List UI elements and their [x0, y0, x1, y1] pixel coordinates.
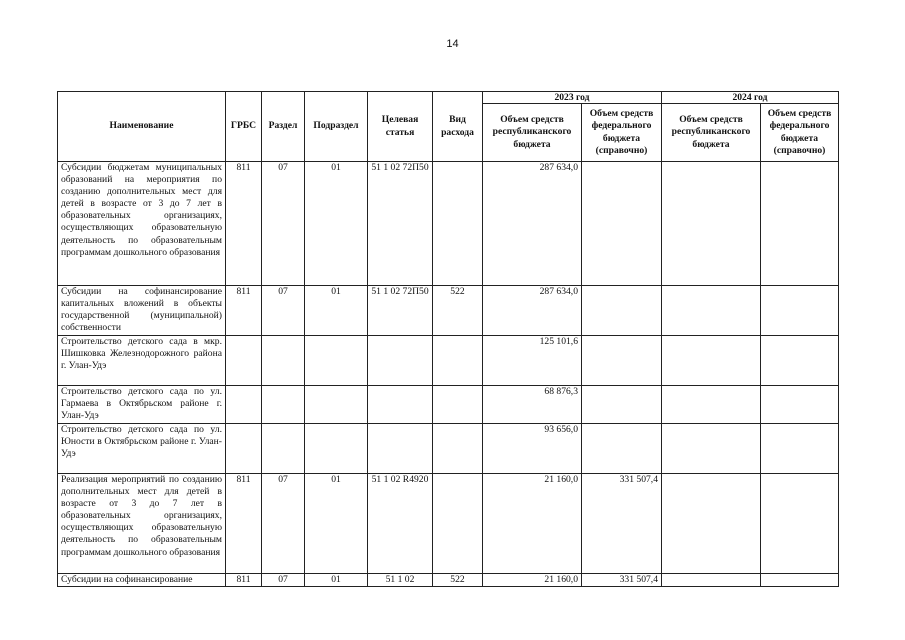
- header-subsection: Подраздел: [305, 92, 368, 162]
- row-expense-type: [433, 474, 483, 574]
- row-target: 51 1 02 72П50: [368, 162, 433, 286]
- row-grbs: 811: [226, 574, 262, 587]
- row-grbs: [226, 336, 262, 386]
- row-rep-2023: 93 656,0: [483, 424, 582, 474]
- row-name: Строительство детского сада в мкр. Шишковка Железнодорожного района г. Улан-Удэ: [58, 336, 226, 386]
- row-fed-2024: [761, 286, 839, 336]
- row-name: Реализация мероприятий по созданию дополнительных мест для детей в возрасте от 3 до 7 лет в образовательных организациях, осуществляющих образовательную деятельность по образовательным программам дошкольного образования: [58, 474, 226, 574]
- header-grbs: ГРБС: [226, 92, 262, 162]
- row-fed-2024: [761, 424, 839, 474]
- row-rep-2024: [662, 286, 761, 336]
- header-rep-budget-2024: Объем средств республиканского бюджета: [662, 104, 761, 162]
- table-row: [58, 474, 839, 574]
- row-section: 07: [262, 286, 305, 336]
- table-row: [58, 424, 839, 474]
- row-expense-type: [433, 386, 483, 424]
- header-rep-budget-2023: Объем средств республиканского бюджета: [483, 104, 582, 162]
- row-expense-type: 522: [433, 574, 483, 587]
- row-target: 51 1 02 72П50: [368, 286, 433, 336]
- row-fed-2023: [582, 424, 662, 474]
- row-subsection: [305, 386, 368, 424]
- row-name: Субсидии бюджетам муниципальных образований на мероприятия по созданию дополнительных мест для детей в возрасте от 3 до 7 лет в образовательных организациях, осуществляющих образовательную деятельность по образовательным программам дошкольного образования: [58, 162, 226, 286]
- row-fed-2024: [761, 336, 839, 386]
- row-fed-2023: 331 507,4: [582, 474, 662, 574]
- row-grbs: 811: [226, 286, 262, 336]
- row-name: Строительство детского сада по ул. Юности в Октябрьском районе г. Улан-Удэ: [58, 424, 226, 474]
- row-fed-2023: [582, 286, 662, 336]
- row-subsection: [305, 336, 368, 386]
- row-expense-type: [433, 424, 483, 474]
- row-grbs: 811: [226, 474, 262, 574]
- row-expense-type: [433, 336, 483, 386]
- row-rep-2024: [662, 386, 761, 424]
- row-target: 51 1 02: [368, 574, 433, 587]
- header-expense-type: Вид расхода: [433, 92, 483, 162]
- row-rep-2023: 287 634,0: [483, 162, 582, 286]
- row-fed-2023: 331 507,4: [582, 574, 662, 587]
- table-header: [58, 92, 839, 162]
- row-fed-2024: [761, 474, 839, 574]
- row-rep-2024: [662, 424, 761, 474]
- header-year-2024: 2024 год: [662, 92, 839, 104]
- row-name: Строительство детского сада по ул. Гармаева в Октябрьском районе г. Улан-Удэ: [58, 386, 226, 424]
- row-rep-2023: 125 101,6: [483, 336, 582, 386]
- row-expense-type: 522: [433, 286, 483, 336]
- row-section: 07: [262, 162, 305, 286]
- row-rep-2024: [662, 162, 761, 286]
- row-target: [368, 386, 433, 424]
- row-rep-2023: 68 876,3: [483, 386, 582, 424]
- row-section: 07: [262, 574, 305, 587]
- row-subsection: [305, 424, 368, 474]
- table-row: [58, 336, 839, 386]
- header-section: Раздел: [262, 92, 305, 162]
- row-rep-2023: 287 634,0: [483, 286, 582, 336]
- page-number: 14: [446, 38, 459, 50]
- row-subsection: 01: [305, 574, 368, 587]
- header-name: Наименование: [58, 92, 226, 162]
- row-fed-2024: [761, 162, 839, 286]
- row-name: Субсидии на софинансирование капитальных вложений в объекты государственной (муниципальной) собственности: [58, 286, 226, 336]
- row-section: [262, 336, 305, 386]
- row-rep-2024: [662, 474, 761, 574]
- row-subsection: 01: [305, 162, 368, 286]
- row-fed-2024: [761, 386, 839, 424]
- row-name: Субсидии на софинансирование: [58, 574, 226, 587]
- header-target: Целевая статья: [368, 92, 433, 162]
- row-target: [368, 336, 433, 386]
- table-row: [58, 386, 839, 424]
- row-rep-2024: [662, 336, 761, 386]
- row-expense-type: [433, 162, 483, 286]
- header-fed-budget-2024: Объем средств федерального бюджета (справочно): [761, 104, 839, 162]
- header-fed-budget-2023: Объем средств федерального бюджета (справочно): [582, 104, 662, 162]
- row-rep-2024: [662, 574, 761, 587]
- row-subsection: 01: [305, 474, 368, 574]
- row-fed-2024: [761, 574, 839, 587]
- row-rep-2023: 21 160,0: [483, 474, 582, 574]
- table-row: [58, 162, 839, 286]
- row-grbs: 811: [226, 162, 262, 286]
- header-year-2023: 2023 год: [483, 92, 662, 104]
- row-fed-2023: [582, 336, 662, 386]
- row-grbs: [226, 386, 262, 424]
- row-target: [368, 424, 433, 474]
- row-section: [262, 424, 305, 474]
- row-subsection: 01: [305, 286, 368, 336]
- row-grbs: [226, 424, 262, 474]
- table-row: [58, 574, 839, 587]
- table-row: [58, 286, 839, 336]
- row-target: 51 1 02 R4920: [368, 474, 433, 574]
- row-section: [262, 386, 305, 424]
- row-section: 07: [262, 474, 305, 574]
- row-rep-2023: 21 160,0: [483, 574, 582, 587]
- row-fed-2023: [582, 386, 662, 424]
- budget-table: [57, 91, 839, 587]
- row-fed-2023: [582, 162, 662, 286]
